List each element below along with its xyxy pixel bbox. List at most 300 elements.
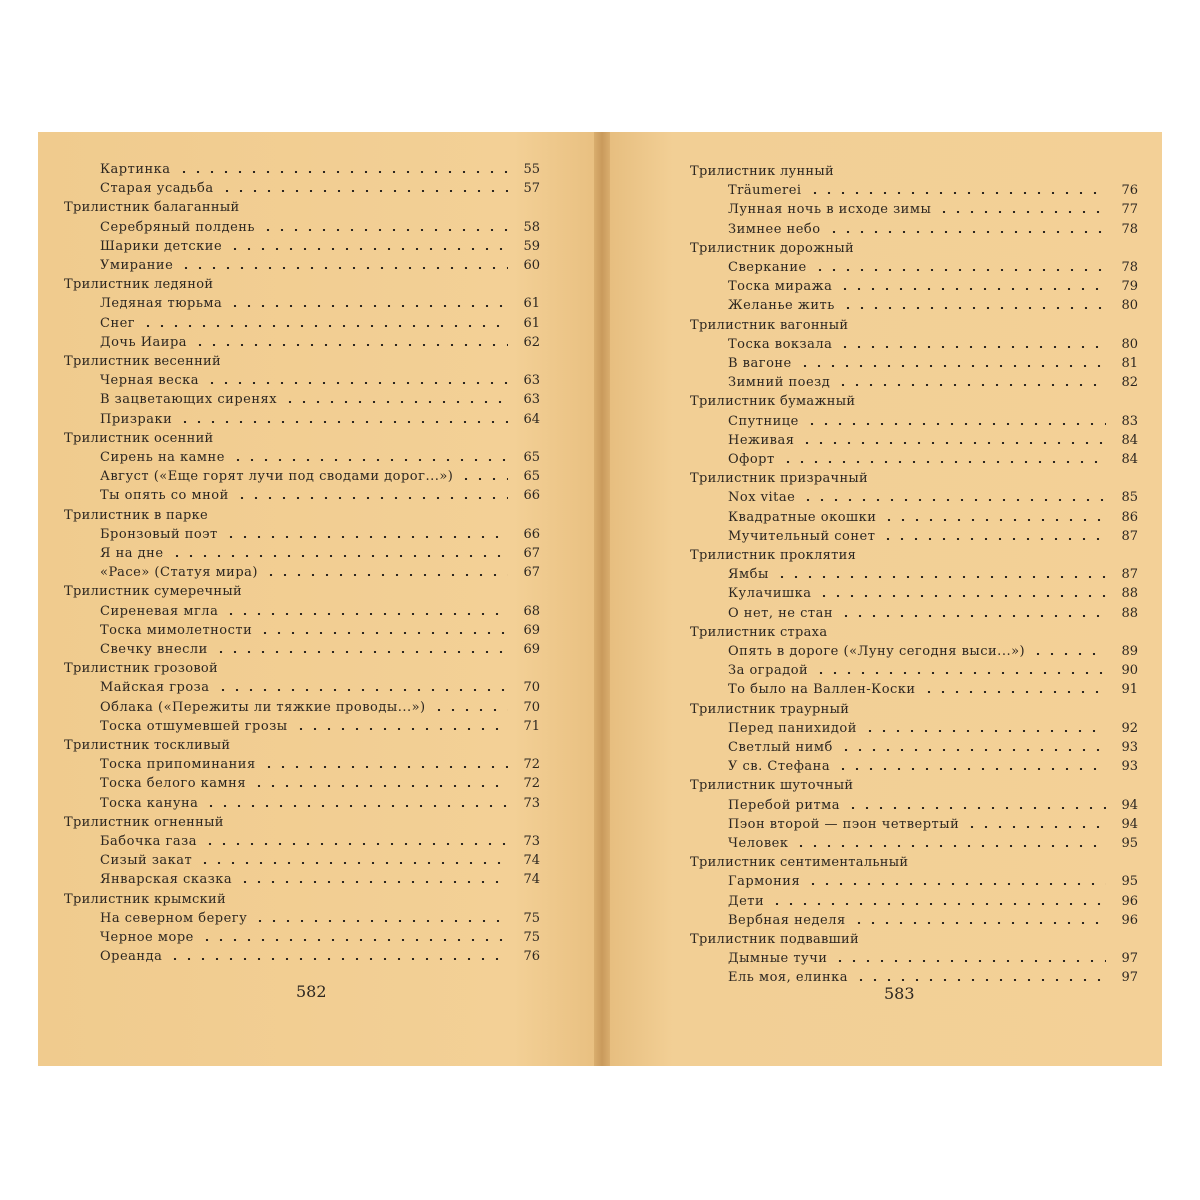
entry-page-number: 73 bbox=[523, 834, 540, 849]
dot-leader bbox=[922, 691, 1106, 693]
entry-title: Тоска припоминания bbox=[100, 757, 256, 773]
section-heading bbox=[64, 273, 540, 292]
entry-title: Неживая bbox=[728, 432, 795, 448]
toc-entry bbox=[728, 966, 1138, 985]
entry-title: Ты опять со мной bbox=[100, 488, 229, 504]
entry-page-number: 76 bbox=[1121, 183, 1138, 199]
entry-title: Бабочка газа bbox=[100, 834, 197, 849]
entry-page-number: 83 bbox=[1121, 413, 1138, 429]
entry-page-number: 74 bbox=[523, 853, 540, 869]
toc-entry bbox=[100, 408, 540, 427]
dot-leader bbox=[200, 939, 508, 941]
toc-entry bbox=[100, 696, 540, 715]
entry-page-number: 74 bbox=[523, 872, 540, 888]
entry-title: Человек bbox=[728, 836, 789, 851]
entry-page-number: 69 bbox=[523, 642, 540, 657]
entry-title: За оградой bbox=[728, 663, 809, 679]
entry-page-number: 96 bbox=[1121, 893, 1138, 909]
dot-leader bbox=[294, 728, 508, 730]
toc-entry bbox=[100, 465, 540, 484]
toc-entry bbox=[100, 945, 540, 964]
dot-leader bbox=[838, 346, 1106, 348]
left-page bbox=[38, 132, 598, 1066]
section-heading-title: Трилистник крымский bbox=[64, 891, 226, 907]
section-heading-title: Трилистник ледяной bbox=[64, 277, 214, 293]
entry-title: Вербная неделя bbox=[728, 912, 846, 928]
toc-entry bbox=[728, 832, 1138, 851]
dot-leader bbox=[198, 862, 508, 864]
entry-page-number: 77 bbox=[1121, 202, 1138, 218]
dot-leader bbox=[841, 307, 1106, 309]
entry-page-number: 69 bbox=[523, 622, 540, 638]
book-spread bbox=[38, 132, 1162, 1066]
entry-page-number: 75 bbox=[523, 910, 540, 926]
toc-entry bbox=[100, 331, 540, 350]
entry-page-number: 55 bbox=[523, 162, 540, 177]
dot-leader bbox=[836, 384, 1106, 386]
section-heading-title: Трилистник призрачный bbox=[690, 471, 869, 487]
entry-title: Опять в дороге («Луну сегодня выси...») bbox=[728, 644, 1026, 659]
entry-page-number: 71 bbox=[523, 718, 540, 734]
toc-entry bbox=[100, 772, 540, 791]
entry-page-number: 92 bbox=[1121, 720, 1138, 736]
dot-leader bbox=[1031, 653, 1106, 655]
toc-entry bbox=[100, 446, 540, 465]
entry-title: Серебряный полдень bbox=[100, 219, 256, 235]
entry-title: Облака («Пережиты ли тяжкие проводы...») bbox=[100, 699, 426, 715]
toc-entry bbox=[728, 525, 1138, 544]
entry-title: Тоска кануна bbox=[100, 795, 199, 811]
entry-page-number: 64 bbox=[523, 411, 540, 427]
dot-leader bbox=[805, 423, 1106, 425]
dot-leader bbox=[839, 615, 1106, 617]
entry-page-number: 66 bbox=[523, 526, 540, 542]
dot-leader bbox=[965, 826, 1106, 828]
section-heading bbox=[690, 467, 1138, 486]
dot-leader bbox=[178, 421, 508, 423]
toc-entry bbox=[100, 753, 540, 772]
dot-leader bbox=[205, 382, 508, 384]
dot-leader bbox=[224, 613, 508, 615]
section-heading bbox=[64, 888, 540, 907]
entry-title: Январская сказка bbox=[100, 872, 233, 888]
toc-entry bbox=[728, 602, 1138, 621]
dot-leader bbox=[170, 555, 508, 557]
entry-page-number: 62 bbox=[523, 334, 540, 350]
entry-page-number: 63 bbox=[523, 373, 540, 389]
entry-title: Светлый нимб bbox=[728, 740, 833, 755]
section-heading bbox=[690, 314, 1138, 333]
dot-leader bbox=[937, 211, 1106, 213]
toc-entry bbox=[100, 158, 540, 177]
section-heading bbox=[64, 504, 540, 523]
toc-entry bbox=[728, 179, 1138, 198]
entry-page-number: 57 bbox=[523, 181, 540, 197]
section-heading bbox=[64, 811, 540, 830]
section-heading-title: Трилистник проклятия bbox=[690, 548, 857, 563]
entry-title: Картинка bbox=[100, 162, 171, 177]
section-heading bbox=[690, 237, 1138, 256]
section-heading bbox=[690, 774, 1138, 793]
dot-leader bbox=[770, 903, 1106, 905]
entry-title: Кулачишка bbox=[728, 586, 812, 602]
entry-page-number: 81 bbox=[1121, 356, 1138, 371]
dot-leader bbox=[231, 459, 508, 461]
entry-page-number: 91 bbox=[1121, 682, 1138, 698]
toc-entry bbox=[728, 198, 1138, 217]
section-heading-title: Трилистник подвавший bbox=[690, 932, 859, 947]
toc-entry bbox=[100, 484, 540, 503]
entry-page-number: 88 bbox=[1121, 605, 1138, 621]
section-heading-title: Трилистник в парке bbox=[64, 507, 209, 523]
toc-entry bbox=[100, 312, 540, 331]
entry-title: Дети bbox=[728, 893, 765, 909]
entry-page-number: 84 bbox=[1121, 432, 1138, 448]
section-heading-title: Трилистник грозовой bbox=[64, 661, 219, 677]
entry-title: Перед панихидой bbox=[728, 720, 857, 736]
dot-leader bbox=[432, 709, 508, 711]
page-number-left: 582 bbox=[296, 982, 327, 1001]
dot-leader bbox=[258, 632, 508, 634]
dot-leader bbox=[459, 478, 508, 480]
entry-title: Свечку внесли bbox=[100, 642, 208, 657]
entry-page-number: 61 bbox=[523, 315, 540, 331]
toc-entry bbox=[100, 542, 540, 561]
toc-entry bbox=[728, 717, 1138, 736]
toc-entry bbox=[100, 619, 540, 638]
toc-entry bbox=[728, 448, 1138, 467]
section-heading bbox=[64, 734, 540, 753]
entry-title: Мучительный сонет bbox=[728, 528, 876, 544]
entry-page-number: 95 bbox=[1121, 874, 1138, 890]
section-heading-title: Трилистник лунный bbox=[690, 164, 834, 179]
section-heading-title: Трилистник шуточный bbox=[690, 778, 854, 794]
entry-page-number: 86 bbox=[1121, 509, 1138, 525]
dot-leader bbox=[141, 325, 508, 327]
toc-entry bbox=[100, 907, 540, 926]
toc-entry bbox=[728, 506, 1138, 525]
entry-title: Тоска белого камня bbox=[100, 776, 247, 792]
entry-title: Träumerei bbox=[728, 183, 802, 199]
section-heading-title: Трилистник осенний bbox=[64, 430, 214, 446]
toc-entry bbox=[728, 909, 1138, 928]
entry-page-number: 68 bbox=[523, 603, 540, 619]
toc-entry bbox=[728, 947, 1138, 966]
dot-leader bbox=[203, 843, 508, 845]
entry-title: Сиреневая мгла bbox=[100, 603, 219, 619]
entry-title: В зацветающих сиренях bbox=[100, 392, 278, 408]
section-heading bbox=[64, 580, 540, 599]
dot-leader bbox=[806, 883, 1106, 885]
dot-leader bbox=[228, 305, 508, 307]
section-heading-title: Трилистник траурный bbox=[690, 701, 850, 717]
entry-title: Черная веска bbox=[100, 373, 199, 389]
toc-entry bbox=[728, 813, 1138, 832]
entry-page-number: 59 bbox=[523, 238, 540, 254]
entry-page-number: 85 bbox=[1121, 490, 1138, 506]
entry-page-number: 95 bbox=[1121, 836, 1138, 851]
toc-entry bbox=[100, 523, 540, 542]
dot-leader bbox=[838, 288, 1106, 290]
section-heading bbox=[690, 390, 1138, 409]
entry-page-number: 65 bbox=[523, 450, 540, 465]
book-gutter bbox=[594, 132, 610, 1066]
entry-title: Квадратные окошки bbox=[728, 509, 877, 525]
section-heading bbox=[64, 657, 540, 676]
toc-entry bbox=[728, 563, 1138, 582]
toc-entry bbox=[728, 275, 1138, 294]
dot-leader bbox=[882, 519, 1106, 521]
toc-entry bbox=[100, 216, 540, 235]
dot-leader bbox=[817, 595, 1106, 597]
entry-title: Пэон второй — пэон четвертый bbox=[728, 816, 960, 832]
dot-leader bbox=[827, 231, 1106, 233]
entry-page-number: 58 bbox=[523, 219, 540, 235]
entry-title: Ямбы bbox=[728, 567, 769, 583]
toc-entry bbox=[100, 792, 540, 811]
toc-entry bbox=[728, 659, 1138, 678]
dot-leader bbox=[177, 171, 508, 173]
page-number-right: 583 bbox=[884, 984, 915, 1003]
section-heading-title: Трилистник весенний bbox=[64, 354, 221, 369]
dot-leader bbox=[204, 805, 508, 807]
section-heading bbox=[64, 427, 540, 446]
entry-page-number: 97 bbox=[1121, 951, 1138, 967]
toc-entry bbox=[728, 794, 1138, 813]
entry-page-number: 94 bbox=[1121, 797, 1138, 813]
entry-title: Тоска миража bbox=[728, 279, 833, 295]
entry-page-number: 67 bbox=[523, 565, 540, 581]
dot-leader bbox=[214, 651, 508, 653]
entry-title: Майская гроза bbox=[100, 680, 210, 696]
entry-title: Август («Еще горят лучи под сводами дорог...») bbox=[100, 469, 454, 485]
dot-leader bbox=[264, 574, 508, 576]
toc-entry bbox=[100, 561, 540, 580]
entry-page-number: 82 bbox=[1121, 375, 1138, 391]
entry-page-number: 70 bbox=[523, 699, 540, 715]
entry-title: О нет, не стан bbox=[728, 605, 833, 621]
dot-leader bbox=[814, 672, 1106, 674]
entry-title: Старая усадьба bbox=[100, 181, 214, 197]
entry-title: Желанье жить bbox=[728, 298, 835, 314]
entry-page-number: 63 bbox=[523, 392, 540, 408]
entry-page-number: 87 bbox=[1121, 567, 1138, 583]
dot-leader bbox=[833, 960, 1106, 962]
toc-entry bbox=[728, 582, 1138, 601]
entry-page-number: 67 bbox=[523, 546, 540, 561]
entry-page-number: 75 bbox=[523, 930, 540, 945]
entry-title: Перебой ритма bbox=[728, 797, 841, 813]
toc-entry bbox=[100, 715, 540, 734]
entry-page-number: 90 bbox=[1121, 663, 1138, 679]
entry-page-number: 73 bbox=[523, 795, 540, 811]
entry-page-number: 72 bbox=[523, 776, 540, 792]
entry-title: Nox vitae bbox=[728, 490, 796, 506]
dot-leader bbox=[801, 499, 1106, 501]
dot-leader bbox=[224, 536, 508, 538]
dot-leader bbox=[781, 461, 1106, 463]
dot-leader bbox=[800, 442, 1106, 444]
dot-leader bbox=[808, 192, 1106, 194]
section-heading-title: Трилистник дорожный bbox=[690, 240, 854, 256]
entry-page-number: 93 bbox=[1121, 759, 1138, 775]
entry-title: «Pace» (Статуя мира) bbox=[100, 565, 258, 581]
section-heading-title: Трилистник огненный bbox=[64, 814, 224, 830]
dot-leader bbox=[193, 344, 508, 346]
section-heading bbox=[690, 928, 1138, 947]
entry-page-number: 78 bbox=[1121, 221, 1138, 237]
dot-leader bbox=[863, 730, 1106, 732]
toc-entry bbox=[728, 333, 1138, 352]
entry-title: Сирень на камне bbox=[100, 450, 225, 465]
section-heading-title: Трилистник тоскливый bbox=[64, 738, 231, 753]
section-heading bbox=[690, 621, 1138, 640]
entry-title: Черное море bbox=[100, 930, 194, 945]
entry-page-number: 76 bbox=[523, 949, 540, 965]
toc-entry bbox=[100, 600, 540, 619]
dot-leader bbox=[168, 958, 508, 960]
dot-leader bbox=[794, 845, 1106, 847]
entry-title: Тоска мимолетности bbox=[100, 622, 253, 638]
entry-page-number: 87 bbox=[1121, 528, 1138, 544]
toc-entry bbox=[728, 890, 1138, 909]
entry-page-number: 60 bbox=[523, 258, 540, 273]
toc-entry bbox=[728, 755, 1138, 774]
toc-entry bbox=[100, 292, 540, 311]
entry-page-number: 93 bbox=[1121, 740, 1138, 755]
entry-title: Шарики детские bbox=[100, 238, 223, 254]
toc-entry bbox=[728, 371, 1138, 390]
section-heading-title: Трилистник бумажный bbox=[690, 394, 856, 410]
entry-title: То было на Валлен-Коски bbox=[728, 682, 916, 698]
entry-title: В вагоне bbox=[728, 356, 792, 371]
entry-page-number: 88 bbox=[1121, 586, 1138, 602]
entry-title: Ореанда bbox=[100, 949, 163, 965]
section-heading bbox=[690, 851, 1138, 870]
toc-entry bbox=[100, 235, 540, 254]
section-heading-title: Трилистник вагонный bbox=[690, 317, 849, 333]
entry-title: Сизый закат bbox=[100, 853, 193, 869]
dot-leader bbox=[252, 785, 508, 787]
dot-leader bbox=[839, 749, 1106, 751]
section-heading bbox=[64, 350, 540, 369]
entry-title: Ледяная тюрьма bbox=[100, 296, 223, 312]
section-heading bbox=[690, 698, 1138, 717]
entry-title: У св. Стефана bbox=[728, 759, 831, 775]
dot-leader bbox=[179, 267, 508, 269]
entry-title: Офорт bbox=[728, 452, 775, 467]
section-heading-title: Трилистник сентиментальный bbox=[690, 855, 909, 871]
entry-title: На северном берегу bbox=[100, 910, 248, 926]
entry-page-number: 94 bbox=[1121, 816, 1138, 832]
section-heading bbox=[64, 196, 540, 215]
entry-title: Гармония bbox=[728, 874, 801, 890]
entry-page-number: 78 bbox=[1121, 260, 1138, 275]
toc-entry bbox=[728, 678, 1138, 697]
dot-leader bbox=[852, 922, 1106, 924]
entry-title: Бронзовый поэт bbox=[100, 526, 218, 542]
section-heading-title: Трилистник сумеречный bbox=[64, 584, 242, 600]
toc-entry bbox=[100, 926, 540, 945]
entry-title: Снег bbox=[100, 315, 136, 331]
section-heading bbox=[690, 160, 1138, 179]
toc-entry bbox=[100, 868, 540, 887]
dot-leader bbox=[216, 689, 508, 691]
entry-page-number: 72 bbox=[523, 757, 540, 773]
section-heading-title: Трилистник страха bbox=[690, 624, 828, 640]
entry-page-number: 97 bbox=[1121, 970, 1138, 986]
dot-leader bbox=[854, 979, 1106, 981]
entry-page-number: 66 bbox=[523, 488, 540, 504]
dot-leader bbox=[238, 881, 508, 883]
dot-leader bbox=[235, 497, 508, 499]
entry-title: Я на дне bbox=[100, 546, 164, 561]
entry-title: Зимнее небо bbox=[728, 221, 821, 237]
toc-entry bbox=[728, 429, 1138, 448]
entry-page-number: 89 bbox=[1121, 644, 1138, 659]
toc-entry bbox=[100, 849, 540, 868]
dot-leader bbox=[262, 766, 508, 768]
dot-leader bbox=[261, 229, 508, 231]
dot-leader bbox=[798, 365, 1106, 367]
toc-entry bbox=[728, 870, 1138, 889]
section-heading bbox=[690, 544, 1138, 563]
entry-title: Призраки bbox=[100, 411, 173, 427]
entry-page-number: 79 bbox=[1121, 279, 1138, 295]
toc-entry bbox=[100, 830, 540, 849]
entry-title: Умирание bbox=[100, 258, 174, 273]
dot-leader bbox=[253, 920, 508, 922]
right-page bbox=[606, 132, 1162, 1066]
entry-page-number: 84 bbox=[1121, 452, 1138, 467]
toc-entry bbox=[728, 256, 1138, 275]
dot-leader bbox=[220, 190, 508, 192]
dot-leader bbox=[836, 768, 1106, 770]
toc-entry bbox=[100, 388, 540, 407]
toc-entry bbox=[728, 410, 1138, 429]
toc-entry bbox=[728, 352, 1138, 371]
entry-title: Спутнице bbox=[728, 413, 799, 429]
entry-title: Зимний поезд bbox=[728, 375, 831, 391]
toc-entry bbox=[728, 736, 1138, 755]
entry-title: Тоска отшумевшей грозы bbox=[100, 718, 288, 734]
entry-title: Сверкание bbox=[728, 260, 807, 275]
toc-entry bbox=[100, 638, 540, 657]
toc-entry bbox=[100, 369, 540, 388]
dot-leader bbox=[228, 248, 508, 250]
entry-page-number: 61 bbox=[523, 296, 540, 312]
dot-leader bbox=[283, 401, 508, 403]
toc-entry bbox=[728, 640, 1138, 659]
toc-entry bbox=[100, 254, 540, 273]
section-heading-title: Трилистник балаганный bbox=[64, 200, 240, 216]
dot-leader bbox=[846, 807, 1106, 809]
entry-page-number: 65 bbox=[523, 469, 540, 485]
toc-entry bbox=[728, 486, 1138, 505]
dot-leader bbox=[881, 538, 1106, 540]
toc-entry bbox=[100, 177, 540, 196]
entry-page-number: 80 bbox=[1121, 298, 1138, 314]
dot-leader bbox=[775, 576, 1106, 578]
dot-leader bbox=[813, 269, 1106, 271]
entry-page-number: 80 bbox=[1121, 336, 1138, 352]
entry-title: Дымные тучи bbox=[728, 951, 828, 967]
toc-entry bbox=[728, 294, 1138, 313]
entry-title: Тоска вокзала bbox=[728, 336, 833, 352]
toc-entry bbox=[728, 218, 1138, 237]
entry-page-number: 96 bbox=[1121, 912, 1138, 928]
entry-page-number: 70 bbox=[523, 680, 540, 696]
